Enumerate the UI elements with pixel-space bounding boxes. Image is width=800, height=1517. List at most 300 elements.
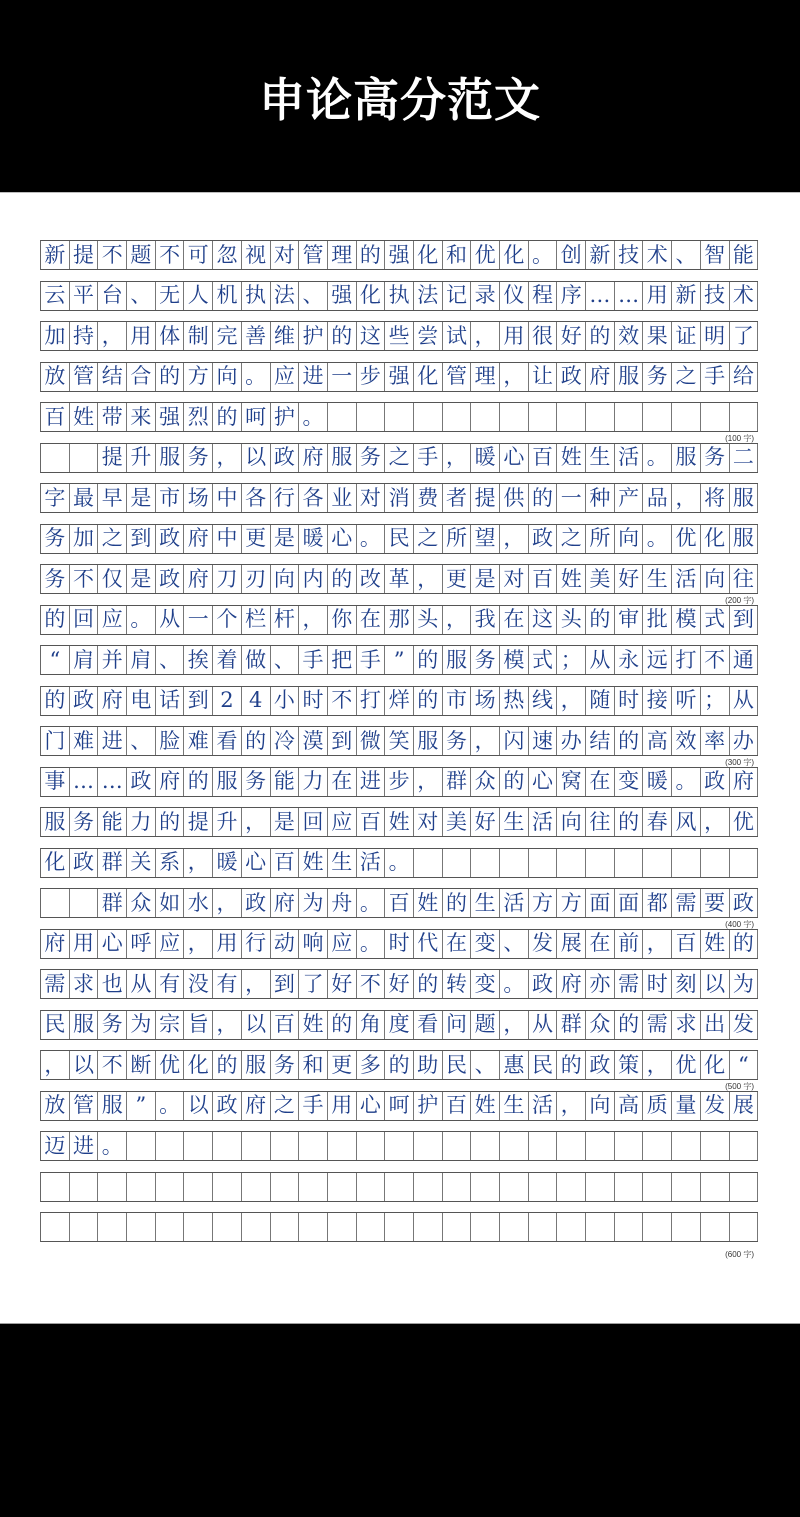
grid-cell: 杆 <box>271 606 300 634</box>
grid-cell: 、 <box>299 282 328 310</box>
grid-cell: 改 <box>357 565 386 593</box>
grid-cell: 。 <box>357 930 386 958</box>
grid-cell: 时 <box>643 970 672 998</box>
grid-cell: 也 <box>98 970 127 998</box>
grid-cell <box>672 1132 701 1160</box>
grid-cell: 暖 <box>299 525 328 553</box>
grid-cell: 向 <box>213 363 242 391</box>
grid-cell: 技 <box>615 241 644 269</box>
grid-cell: 向 <box>271 565 300 593</box>
grid-cell: 智 <box>701 241 730 269</box>
grid-cell: 模 <box>500 646 529 674</box>
grid-row <box>40 1010 758 1040</box>
grid-cell: 台 <box>98 282 127 310</box>
grid-cell: 百 <box>271 849 300 877</box>
grid-cell: 暖 <box>213 849 242 877</box>
grid-cell: 望 <box>471 525 500 553</box>
grid-cell: 务 <box>357 444 386 472</box>
grid-cell: 、 <box>271 646 300 674</box>
grid-cell: 审 <box>615 606 644 634</box>
grid-cell: 务 <box>643 363 672 391</box>
grid-cell <box>98 1213 127 1241</box>
grid-cell: 果 <box>643 322 672 350</box>
grid-cell: 加 <box>70 525 99 553</box>
grid-cell: 提 <box>98 444 127 472</box>
grid-cell: 提 <box>70 241 99 269</box>
grid-cell: 理 <box>328 241 357 269</box>
grid-cell: 打 <box>357 687 386 715</box>
grid-cell: 回 <box>70 606 99 634</box>
grid-cell: 带 <box>98 403 127 431</box>
grid-cell: ； <box>557 646 586 674</box>
grid-cell: 府 <box>98 687 127 715</box>
grid-cell: 到 <box>730 606 759 634</box>
grid-cell: 舟 <box>328 889 357 917</box>
grid-cell <box>643 849 672 877</box>
grid-cell: 升 <box>127 444 156 472</box>
grid-cell <box>443 1132 472 1160</box>
grid-row <box>40 1212 758 1242</box>
grid-cell: 变 <box>471 930 500 958</box>
grid-cell: 用 <box>70 930 99 958</box>
grid-cell: 在 <box>586 930 615 958</box>
grid-cell: 这 <box>357 322 386 350</box>
grid-cell <box>414 1213 443 1241</box>
grid-cell: 远 <box>643 646 672 674</box>
grid-cell: 头 <box>557 606 586 634</box>
grid-row <box>40 1131 758 1161</box>
grid-cell: 最 <box>70 484 99 512</box>
grid-cell: 那 <box>385 606 414 634</box>
grid-cell <box>328 403 357 431</box>
grid-cell: 仅 <box>98 565 127 593</box>
grid-cell: 好 <box>385 970 414 998</box>
grid-cell: 。 <box>357 525 386 553</box>
grid-cell: 姓 <box>414 889 443 917</box>
grid-cell: 活 <box>529 808 558 836</box>
grid-cell <box>529 849 558 877</box>
grid-cell: 之 <box>672 363 701 391</box>
grid-cell: 我 <box>471 606 500 634</box>
grid-cell: ， <box>184 930 213 958</box>
grid-cell: 各 <box>242 484 271 512</box>
grid-cell: 之 <box>271 1092 300 1120</box>
grid-cell <box>557 1213 586 1241</box>
grid-cell: 政 <box>529 525 558 553</box>
grid-cell: 群 <box>443 768 472 796</box>
grid-cell <box>299 1132 328 1160</box>
grid-cell: 断 <box>127 1051 156 1079</box>
grid-cell <box>184 1173 213 1201</box>
grid-cell: 有 <box>156 970 185 998</box>
grid-cell: 需 <box>615 970 644 998</box>
grid-cell: 求 <box>70 970 99 998</box>
grid-cell: 发 <box>701 1092 730 1120</box>
grid-cell: 以 <box>701 970 730 998</box>
grid-cell: 务 <box>184 444 213 472</box>
grid-cell: 以 <box>184 1092 213 1120</box>
grid-cell: 从 <box>529 1011 558 1039</box>
grid-cell: 暖 <box>471 444 500 472</box>
grid-cell: 务 <box>98 1011 127 1039</box>
grid-row <box>40 605 758 635</box>
grid-cell: 政 <box>701 768 730 796</box>
grid-cell <box>586 849 615 877</box>
grid-row <box>40 1172 758 1202</box>
grid-cell <box>70 444 99 472</box>
grid-cell: 、 <box>156 646 185 674</box>
grid-cell: 时 <box>385 930 414 958</box>
grid-cell <box>672 849 701 877</box>
grid-cell: 程 <box>529 282 558 310</box>
grid-cell: 生 <box>643 565 672 593</box>
grid-cell: ， <box>98 322 127 350</box>
grid-cell: 肩 <box>70 646 99 674</box>
grid-cell: 度 <box>385 1011 414 1039</box>
grid-cell: 服 <box>156 444 185 472</box>
grid-row <box>40 362 758 392</box>
grid-cell: 的 <box>500 768 529 796</box>
grid-cell: 高 <box>643 727 672 755</box>
grid-cell: 以 <box>242 1011 271 1039</box>
grid-cell: 执 <box>385 282 414 310</box>
grid-cell: 法 <box>414 282 443 310</box>
grid-cell: 的 <box>414 646 443 674</box>
grid-cell: 之 <box>385 444 414 472</box>
grid-cell: ， <box>443 606 472 634</box>
grid-cell <box>615 1132 644 1160</box>
grid-cell: 办 <box>557 727 586 755</box>
grid-cell: 春 <box>643 808 672 836</box>
grid-cell: 出 <box>701 1011 730 1039</box>
grid-cell: 心 <box>500 444 529 472</box>
grid-cell <box>357 1132 386 1160</box>
grid-row <box>40 443 758 473</box>
grid-cell: 服 <box>672 444 701 472</box>
grid-cell <box>242 1132 271 1160</box>
grid-cell: 政 <box>557 363 586 391</box>
grid-cell: 化 <box>701 1051 730 1079</box>
grid-cell: ， <box>500 363 529 391</box>
grid-cell: ， <box>471 322 500 350</box>
grid-cell: 用 <box>643 282 672 310</box>
grid-cell: 政 <box>586 1051 615 1079</box>
grid-cell: 人 <box>184 282 213 310</box>
grid-cell: 宗 <box>156 1011 185 1039</box>
grid-cell: 各 <box>299 484 328 512</box>
grid-cell: ， <box>672 484 701 512</box>
grid-cell: 服 <box>730 484 759 512</box>
grid-cell: 栏 <box>242 606 271 634</box>
grid-cell: ， <box>242 808 271 836</box>
grid-cell: 到 <box>271 970 300 998</box>
grid-cell <box>213 1173 242 1201</box>
grid-cell: 执 <box>242 282 271 310</box>
grid-cell: 了 <box>730 322 759 350</box>
grid-cell: 听 <box>672 687 701 715</box>
grid-cell: 美 <box>443 808 472 836</box>
grid-cell: 刻 <box>672 970 701 998</box>
grid-cell: 务 <box>271 1051 300 1079</box>
grid-cell: “ <box>730 1051 759 1079</box>
grid-cell: 应 <box>98 606 127 634</box>
grid-cell: 字 <box>41 484 70 512</box>
grid-cell <box>471 1213 500 1241</box>
grid-cell <box>529 1213 558 1241</box>
grid-cell: 通 <box>730 646 759 674</box>
grid-cell <box>156 1213 185 1241</box>
grid-cell: 活 <box>615 444 644 472</box>
grid-cell: 、 <box>500 930 529 958</box>
grid-cell: 行 <box>242 930 271 958</box>
grid-cell: 提 <box>471 484 500 512</box>
grid-cell: 服 <box>414 727 443 755</box>
grid-cell <box>557 1173 586 1201</box>
grid-cell: 服 <box>41 808 70 836</box>
grid-cell: 善 <box>242 322 271 350</box>
grid-cell: 政 <box>242 889 271 917</box>
grid-cell: 强 <box>385 241 414 269</box>
grid-cell: ， <box>242 970 271 998</box>
grid-cell: 量 <box>672 1092 701 1120</box>
grid-cell: 是 <box>127 565 156 593</box>
grid-cell: 事 <box>41 768 70 796</box>
grid-cell: 众 <box>586 1011 615 1039</box>
grid-cell: 永 <box>615 646 644 674</box>
grid-cell: 府 <box>184 565 213 593</box>
grid-cell: 方 <box>557 889 586 917</box>
grid-cell: 优 <box>471 241 500 269</box>
grid-cell: 。 <box>242 363 271 391</box>
grid-cell <box>299 1213 328 1241</box>
grid-cell: 可 <box>184 241 213 269</box>
grid-cell: 的 <box>414 687 443 715</box>
grid-cell: 府 <box>557 970 586 998</box>
grid-cell: 难 <box>70 727 99 755</box>
grid-cell <box>701 1173 730 1201</box>
grid-cell: 往 <box>730 565 759 593</box>
banner-title: 申论高分范文 <box>259 73 541 127</box>
grid-cell: 效 <box>615 322 644 350</box>
grid-cell: 群 <box>98 889 127 917</box>
grid-cell: 优 <box>672 1051 701 1079</box>
grid-cell: 内 <box>299 565 328 593</box>
grid-cell: 姓 <box>385 808 414 836</box>
grid-cell: 质 <box>643 1092 672 1120</box>
grid-cell: 姓 <box>471 1092 500 1120</box>
grid-cell: 题 <box>471 1011 500 1039</box>
grid-cell: 不 <box>156 241 185 269</box>
grid-cell: 从 <box>730 687 759 715</box>
grid-cell: 模 <box>672 606 701 634</box>
grid-cell: 。 <box>357 889 386 917</box>
grid-cell: 种 <box>586 484 615 512</box>
grid-cell: 政 <box>271 444 300 472</box>
grid-cell: 姓 <box>701 930 730 958</box>
grid-cell: 水 <box>184 889 213 917</box>
grid-cell <box>643 1213 672 1241</box>
word-count-marker: (600 字) <box>725 1250 754 1259</box>
grid-cell: 的 <box>586 606 615 634</box>
grid-cell: 升 <box>213 808 242 836</box>
grid-cell: 服 <box>730 525 759 553</box>
grid-row <box>40 848 758 878</box>
grid-cell: 技 <box>701 282 730 310</box>
grid-cell: 向 <box>701 565 730 593</box>
grid-cell <box>500 849 529 877</box>
grid-cell: 从 <box>127 970 156 998</box>
grid-cell: 者 <box>443 484 472 512</box>
grid-cell <box>443 403 472 431</box>
grid-cell: 。 <box>98 1132 127 1160</box>
grid-cell: 活 <box>357 849 386 877</box>
grid-cell: 完 <box>213 322 242 350</box>
grid-cell: 从 <box>586 646 615 674</box>
grid-cell: 做 <box>242 646 271 674</box>
grid-cell: 生 <box>328 849 357 877</box>
grid-cell <box>500 403 529 431</box>
grid-cell: 的 <box>557 1051 586 1079</box>
grid-cell: 闪 <box>500 727 529 755</box>
grid-cell: 的 <box>615 727 644 755</box>
grid-cell: 的 <box>529 484 558 512</box>
grid-cell: 用 <box>213 930 242 958</box>
grid-cell: 化 <box>500 241 529 269</box>
grid-cell: 云 <box>41 282 70 310</box>
grid-cell: 些 <box>385 322 414 350</box>
grid-cell: 时 <box>299 687 328 715</box>
grid-cell <box>443 849 472 877</box>
grid-cell: 热 <box>500 687 529 715</box>
grid-cell: 仪 <box>500 282 529 310</box>
grid-cell <box>672 1173 701 1201</box>
grid-cell: 护 <box>414 1092 443 1120</box>
grid-cell: 到 <box>127 525 156 553</box>
grid-cell: 变 <box>471 970 500 998</box>
grid-cell <box>672 403 701 431</box>
grid-cell: 的 <box>615 808 644 836</box>
grid-cell <box>328 1132 357 1160</box>
grid-row <box>40 969 758 999</box>
grid-cell: 是 <box>471 565 500 593</box>
grid-cell: 微 <box>357 727 386 755</box>
grid-cell <box>184 1132 213 1160</box>
grid-cell: 迈 <box>41 1132 70 1160</box>
grid-cell: 务 <box>41 565 70 593</box>
grid-cell: 民 <box>443 1051 472 1079</box>
grid-cell: 4 <box>242 687 271 715</box>
grid-cell: 高 <box>615 1092 644 1120</box>
grid-cell <box>615 403 644 431</box>
grid-cell: 亦 <box>586 970 615 998</box>
grid-cell: 如 <box>156 889 185 917</box>
grid-cell: 之 <box>98 525 127 553</box>
grid-cell: 府 <box>41 930 70 958</box>
grid-cell: 护 <box>299 322 328 350</box>
grid-cell: 百 <box>529 444 558 472</box>
grid-cell: 不 <box>328 687 357 715</box>
grid-cell: 新 <box>41 241 70 269</box>
grid-cell: 品 <box>643 484 672 512</box>
grid-cell: 心 <box>242 849 271 877</box>
grid-cell: 不 <box>70 565 99 593</box>
grid-cell: 的 <box>357 241 386 269</box>
grid-cell: 在 <box>443 930 472 958</box>
grid-cell: 变 <box>615 768 644 796</box>
grid-cell: ， <box>184 849 213 877</box>
grid-cell <box>357 403 386 431</box>
grid-cell <box>471 403 500 431</box>
grid-cell <box>586 1132 615 1160</box>
grid-cell: 平 <box>70 282 99 310</box>
grid-cell <box>730 1173 759 1201</box>
word-count-marker: (200 字) <box>725 596 754 605</box>
grid-cell: 。 <box>500 970 529 998</box>
grid-cell: 需 <box>672 889 701 917</box>
grid-cell: 向 <box>615 525 644 553</box>
grid-cell: 。 <box>127 606 156 634</box>
grid-cell: 。 <box>643 525 672 553</box>
grid-cell <box>127 1213 156 1241</box>
grid-cell <box>500 1173 529 1201</box>
grid-cell <box>70 889 99 917</box>
grid-cell: 回 <box>299 808 328 836</box>
grid-cell: 好 <box>471 808 500 836</box>
grid-cell <box>730 849 759 877</box>
grid-cell: 百 <box>529 565 558 593</box>
grid-cell: 众 <box>127 889 156 917</box>
grid-cell: 。 <box>156 1092 185 1120</box>
grid-cell: 窝 <box>557 768 586 796</box>
grid-row <box>40 807 758 837</box>
grid-cell: 面 <box>615 889 644 917</box>
grid-cell: 转 <box>443 970 472 998</box>
grid-cell: ， <box>557 687 586 715</box>
grid-cell: 策 <box>615 1051 644 1079</box>
grid-cell: 活 <box>500 889 529 917</box>
grid-cell: 服 <box>242 1051 271 1079</box>
grid-cell: ， <box>41 1051 70 1079</box>
grid-cell: 随 <box>586 687 615 715</box>
grid-cell: 在 <box>500 606 529 634</box>
grid-cell: 合 <box>127 363 156 391</box>
grid-cell: 化 <box>357 282 386 310</box>
grid-cell: 府 <box>156 768 185 796</box>
grid-cell: 的 <box>156 363 185 391</box>
grid-cell: 试 <box>443 322 472 350</box>
grid-cell: 着 <box>213 646 242 674</box>
grid-cell: 呵 <box>385 1092 414 1120</box>
grid-cell: 早 <box>98 484 127 512</box>
grid-cell: 无 <box>156 282 185 310</box>
grid-cell: 政 <box>127 768 156 796</box>
grid-cell: 务 <box>242 768 271 796</box>
grid-cell: 烈 <box>184 403 213 431</box>
grid-cell: 产 <box>615 484 644 512</box>
grid-cell: 的 <box>41 687 70 715</box>
grid-cell: 新 <box>672 282 701 310</box>
grid-cell: 务 <box>70 808 99 836</box>
grid-cell: 向 <box>557 808 586 836</box>
grid-cell: 二 <box>730 444 759 472</box>
grid-cell: 管 <box>70 1092 99 1120</box>
grid-cell <box>471 1132 500 1160</box>
grid-cell: 在 <box>328 768 357 796</box>
grid-cell: ， <box>500 1011 529 1039</box>
grid-cell: 为 <box>127 1011 156 1039</box>
grid-row <box>40 888 758 918</box>
grid-cell: 脸 <box>156 727 185 755</box>
